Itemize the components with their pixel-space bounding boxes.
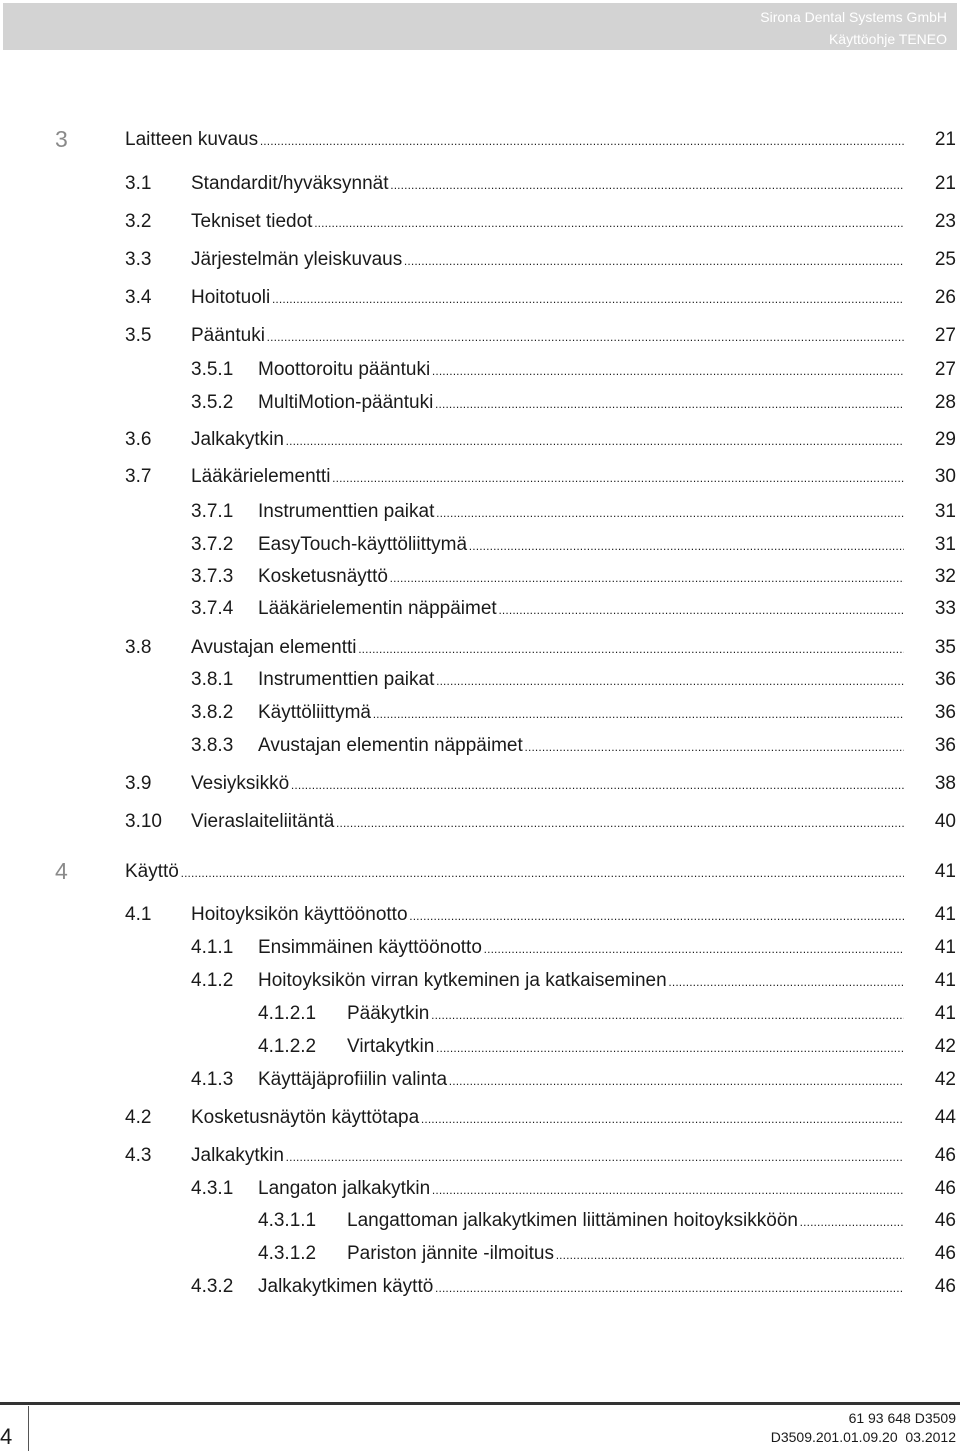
toc-row[interactable] [0,325,960,353]
toc-section-number: 4.3.1 [191,1178,234,1199]
toc-section-number: 3.8 [125,637,152,658]
toc-row[interactable] [0,534,960,562]
toc-page-number: 46 [934,1276,956,1297]
toc-row[interactable] [0,1178,960,1206]
toc-page-number: 30 [934,466,956,487]
toc-page-number: 40 [934,811,956,832]
toc-section-number: 4.1 [125,904,152,925]
header-doc-title: Käyttöohje TENEO [828,31,947,47]
toc-section-number: 4.3 [125,1145,152,1166]
toc-page-number: 21 [934,173,956,194]
toc-section-number: 4.1.2 [191,970,234,991]
toc-section-number: 3.8.1 [191,669,234,690]
toc-page-number: 46 [934,1178,956,1199]
toc-row[interactable] [0,1243,960,1271]
toc-page-number: 25 [934,249,956,270]
toc-title: Käyttäjäprofiilin valinta [258,1069,448,1090]
toc-section-number: 3.5.2 [191,392,234,413]
toc-title: Järjestelmän yleiskuvaus [191,249,403,270]
toc-title: Laitteen kuvaus [125,129,259,150]
footer-doc-number: 61 93 648 D3509 [848,1410,956,1426]
toc-row[interactable] [0,566,960,594]
toc-row[interactable] [0,287,960,315]
toc-title: Jalkakytkin [191,429,284,450]
toc-row[interactable] [0,211,960,239]
toc-page-number: 32 [934,566,956,587]
toc-page-number: 33 [934,598,956,619]
toc-row[interactable] [0,1036,960,1064]
toc-row[interactable] [0,249,960,277]
toc-title: Avustajan elementin näppäimet [258,735,523,756]
toc-section-number: 3.9 [125,773,152,794]
toc-row[interactable] [0,1210,960,1238]
header-company: Sirona Dental Systems GmbH [760,9,947,25]
toc-page-number: 31 [934,534,956,555]
toc-chapter-row[interactable] [0,126,960,157]
toc-section-number: 3.1 [125,173,152,194]
footer-divider [28,1406,29,1451]
toc-row[interactable] [0,637,960,665]
toc-page-number: 26 [934,287,956,308]
toc-title: Hoitoyksikön virran kytkeminen ja katkaiseminen [258,970,667,991]
toc-row[interactable] [0,1145,960,1173]
toc-title: Langaton jalkakytkin [258,1178,431,1199]
toc-title: Pariston jännite -ilmoitus [347,1243,554,1264]
toc-page-number: 21 [934,129,956,150]
toc-section-number: 3.7.1 [191,501,234,522]
toc-row[interactable] [0,904,960,932]
toc-title: Vieraslaiteliitäntä [191,811,335,832]
toc-row[interactable] [0,501,960,529]
toc-page-number: 36 [934,735,956,756]
toc-page-number: 36 [934,669,956,690]
toc-section-number: 3.3 [125,249,152,270]
toc-page-number: 29 [934,429,956,450]
toc-row[interactable] [0,1069,960,1097]
toc-section-number: 3.5.1 [191,359,234,380]
toc-page-number: 36 [934,702,956,723]
toc-page-number: 44 [934,1107,956,1128]
toc-row[interactable] [0,1003,960,1031]
toc-row[interactable] [0,773,960,801]
toc-title: Moottoroitu pääntuki [258,359,431,380]
toc-page-number: 23 [934,211,956,232]
toc-section-number: 3.7.4 [191,598,234,619]
toc-title: Avustajan elementti [191,637,357,658]
toc-title: Virtakytkin [347,1036,435,1057]
toc-section-number: 3.4 [125,287,152,308]
toc-page-number: 41 [934,861,956,882]
toc-section-number: 3.8.2 [191,702,234,723]
toc-title: Tekniset tiedot [191,211,313,232]
toc-row[interactable] [0,702,960,730]
toc-page-number: 42 [934,1036,956,1057]
toc-section-number: 4.3.2 [191,1276,234,1297]
toc-title: Instrumenttien paikat [258,669,435,690]
toc-row[interactable] [0,466,960,494]
toc-title: Ensimmäinen käyttöönotto [258,937,482,958]
toc-page-number: 28 [934,392,956,413]
toc-section-number: 3.7.3 [191,566,234,587]
toc-title: Pääntuki [191,325,265,346]
toc-page-number: 42 [934,1069,956,1090]
footer-rule [0,1402,960,1405]
header-bar [3,3,957,50]
toc-page-number: 46 [934,1210,956,1231]
toc-title: Jalkakytkimen käyttö [258,1276,434,1297]
toc-row[interactable] [0,173,960,201]
toc-section-number: 3.7 [125,466,152,487]
toc-title: EasyTouch-käyttöliittymä [258,534,468,555]
toc-page-number: 35 [934,637,956,658]
toc-page-number: 38 [934,773,956,794]
toc-section-number: 3.2 [125,211,152,232]
toc-title: Käyttöliittymä [258,702,371,723]
toc-row[interactable] [0,811,960,839]
toc-row[interactable] [0,1276,960,1304]
toc-row[interactable] [0,1107,960,1135]
footer-date: 03.2012 [905,1429,956,1445]
toc-title: Langattoman jalkakytkimen liittäminen hoitoyksikköön [347,1210,798,1231]
toc-title: Pääkytkin [347,1003,430,1024]
footer-doc-code: D3509.201.01.09.20 [770,1429,898,1445]
toc-page-number: 46 [934,1243,956,1264]
toc-page-number: 41 [934,970,956,991]
toc-title: Kosketusnäyttö [258,566,388,587]
toc-title: Hoitotuoli [191,287,271,308]
toc-page-number: 27 [934,359,956,380]
toc-page-number: 46 [934,1145,956,1166]
toc-row[interactable] [0,598,960,626]
toc-title: Hoitoyksikön käyttöönotto [191,904,408,925]
toc-title: Käyttö [125,861,179,882]
toc-section-number: 3.6 [125,429,152,450]
toc-chapter-number: 4 [55,858,68,884]
toc-row[interactable] [0,392,960,420]
toc-row[interactable] [0,735,960,763]
toc-page-number: 41 [934,1003,956,1024]
toc-title: Lääkärielementin näppäimet [258,598,497,619]
toc-section-number: 4.1.1 [191,937,234,958]
toc-row[interactable] [0,429,960,457]
toc-section-number: 4.3.1.1 [258,1210,317,1231]
toc-row[interactable] [0,937,960,965]
toc-section-number: 4.1.3 [191,1069,234,1090]
toc-title: Vesiyksikkö [191,773,290,794]
toc-section-number: 4.1.2.2 [258,1036,317,1057]
toc-page-number: 27 [934,325,956,346]
toc-row[interactable] [0,669,960,697]
toc-title: MultiMotion-pääntuki [258,392,434,413]
toc-section-number: 3.10 [125,811,162,832]
toc-title: Standardit/hyväksynnät [191,173,389,194]
toc-section-number: 3.8.3 [191,735,234,756]
toc-page-number: 31 [934,501,956,522]
toc-chapter-number: 3 [55,126,68,152]
footer-page-number: 4 [0,1424,13,1449]
toc-title: Jalkakytkin [191,1145,284,1166]
toc-row[interactable] [0,359,960,387]
toc-section-number: 3.5 [125,325,152,346]
toc-title: Instrumenttien paikat [258,501,435,522]
footer-doc-code-date [771,1429,956,1445]
toc-page-number: 41 [934,904,956,925]
toc-section-number: 4.2 [125,1107,152,1128]
toc-section-number: 3.7.2 [191,534,234,555]
toc-title: Kosketusnäytön käyttötapa [191,1107,420,1128]
toc-row[interactable] [0,970,960,998]
toc-chapter-row[interactable] [0,858,960,889]
toc-section-number: 4.3.1.2 [258,1243,317,1264]
toc-title: Lääkärielementti [191,466,331,487]
toc-section-number: 4.1.2.1 [258,1003,317,1024]
toc-page-number: 41 [934,937,956,958]
